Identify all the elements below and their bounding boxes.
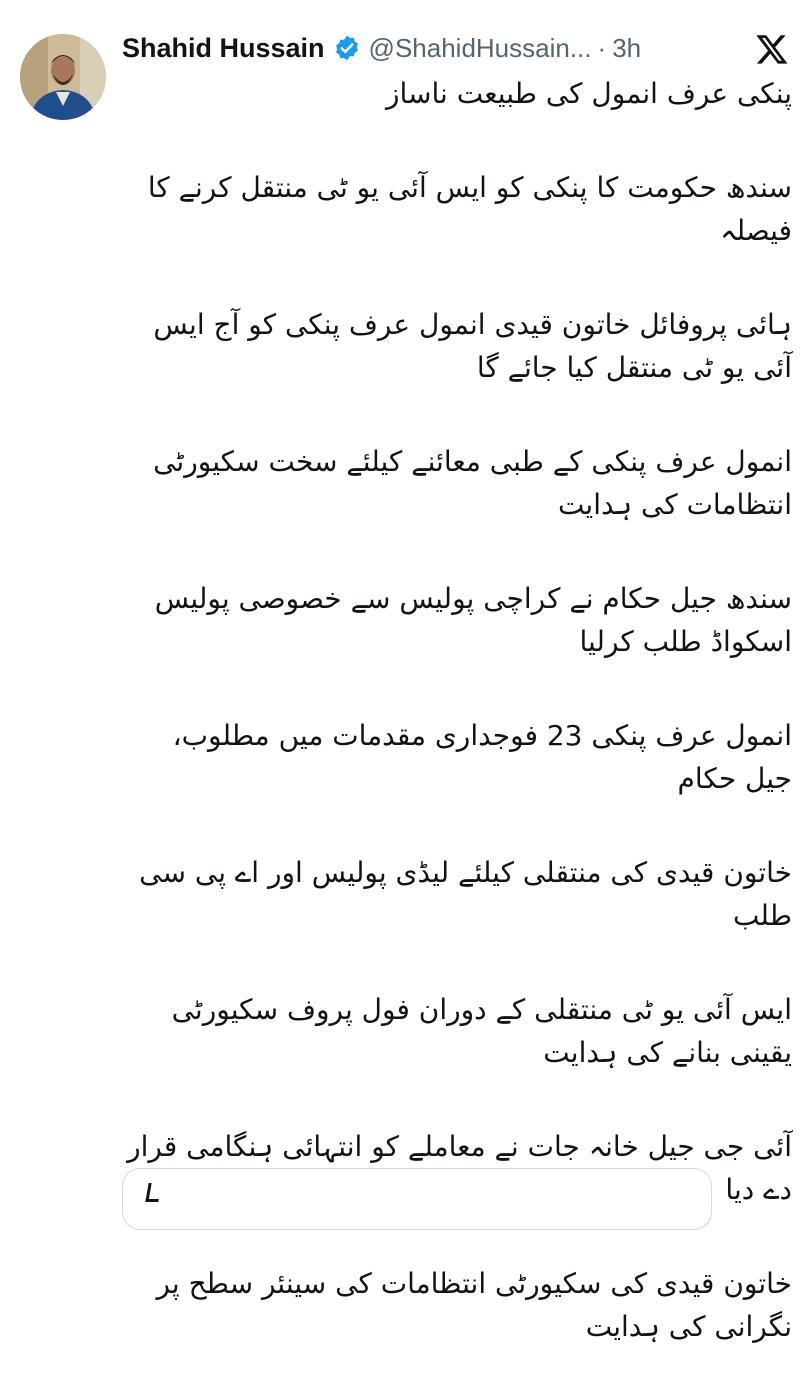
tweet-paragraph: انمول عرف پنکی کے طبی معائنے کیلئے سخت سکیورٹی انتظامات کی ہدایت	[153, 445, 792, 521]
tweet-paragraph: خاتون قیدی کی منتقلی کیلئے لیڈی پولیس اور اے پی سی طلب	[139, 856, 792, 932]
verified-badge-icon	[333, 34, 361, 62]
tweet-timestamp[interactable]: 3h	[612, 32, 642, 63]
tweet-paragraph: ایس آئی یو ٹی منتقلی کے دوران فول پروف سکیورٹی یقینی بنانے کی ہدایت	[171, 993, 792, 1069]
author-name[interactable]: Shahid Hussain	[122, 32, 325, 63]
author-handle[interactable]: @ShahidHussain...	[368, 32, 592, 63]
tweet-paragraph: پنکی عرف انمول کی طبیعت ناساز	[386, 77, 792, 110]
tweet-paragraph: انمول عرف پنکی 23 فوجداری مقدمات میں مطلوب، جیل حکام	[172, 719, 792, 795]
tweet-paragraph: آئی جی جیل خانہ جات نے معاملے کو انتہائی ہنگامی قرار دے دیا	[127, 1130, 792, 1206]
tweet-paragraph: سندھ جیل حکام نے کراچی پولیس سے خصوصی پولیس اسکواڈ طلب کرلیا	[154, 582, 792, 658]
tweet-paragraph: سندھ حکومت کا پنکی کو ایس آئی یو ٹی منتقل کرنے کا فیصلہ	[147, 171, 792, 247]
x-logo-icon[interactable]	[755, 32, 789, 66]
tweet-paragraph: ہائی پروفائل خاتون قیدی انمول عرف پنکی کو آج ایس آئی یو ٹی منتقل کیا جائے گا	[153, 308, 792, 384]
tweet-header	[122, 30, 641, 66]
meta-separator: ·	[597, 32, 607, 63]
author-avatar[interactable]	[20, 34, 106, 120]
quoted-tweet-card[interactable]	[122, 1168, 712, 1230]
tweet-paragraph: خاتون قیدی کی سکیورٹی انتظامات کی سینئر سطح پر نگرانی کی ہدایت	[156, 1267, 792, 1343]
quoted-content-glyph	[145, 1183, 161, 1202]
